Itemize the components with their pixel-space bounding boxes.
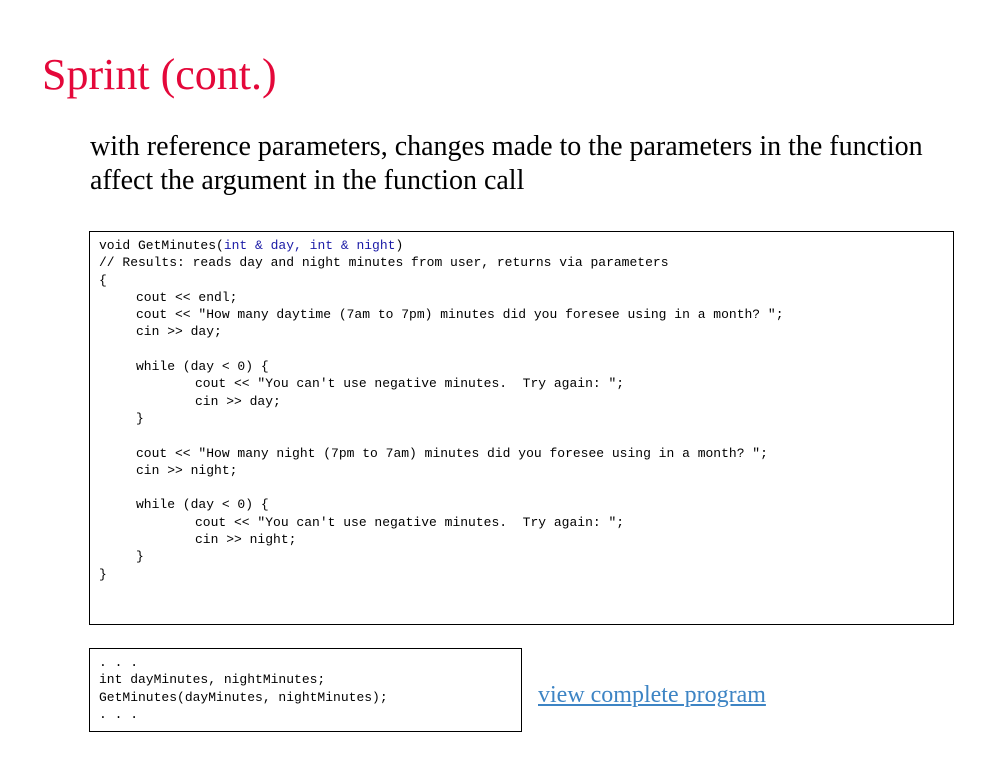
slide-title: Sprint (cont.) <box>42 50 277 99</box>
code-line-cin-night: cin >> night; <box>136 462 238 478</box>
code-line-signature <box>99 237 953 254</box>
slide-body-text: with reference parameters, changes made to the parameters in the function affect the argument in the function call <box>90 131 923 196</box>
function-call-code-block <box>89 648 522 732</box>
code-line-cout-endl: cout << endl; <box>136 289 238 305</box>
code-signature-suffix: ) <box>395 238 404 253</box>
code-line-blank <box>99 427 953 444</box>
code-line-cin-night-retry: cin >> night; <box>195 532 297 548</box>
code-line-close-while: } <box>136 410 144 426</box>
code-signature-params: int & day, int & night <box>223 238 396 253</box>
code-line-while-day: while (day < 0) { <box>136 359 269 375</box>
code-line-blank <box>99 479 953 496</box>
code-line-open-brace: { <box>99 272 107 288</box>
code-line-while-day: while (day < 0) { <box>136 497 269 513</box>
code-signature-prefix: void GetMinutes( <box>99 238 224 253</box>
code-line-blank <box>99 341 953 358</box>
code-line-close-brace: } <box>99 566 107 582</box>
code-line-cin-day-retry: cin >> day; <box>195 393 281 409</box>
function-code-block <box>89 231 954 625</box>
code-line-comment: // Results: reads day and night minutes from user, returns via parameters <box>99 255 669 271</box>
code-line-close-while: } <box>136 549 144 565</box>
code-line-function-call: GetMinutes(dayMinutes, nightMinutes); <box>99 689 388 705</box>
code-line-ellipsis: . . . <box>99 706 139 722</box>
code-line-declaration: int dayMinutes, nightMinutes; <box>99 672 326 688</box>
view-complete-program-link[interactable]: view complete program <box>538 682 766 708</box>
code-line-ellipsis: . . . <box>99 655 139 670</box>
code-line-cout-negative-warning: cout << "You can't use negative minutes. Try again: "; <box>195 514 625 530</box>
code-line-cout-negative-warning: cout << "You can't use negative minutes. Try again: "; <box>195 376 625 392</box>
code-line-cout-night-prompt: cout << "How many night (7pm to 7am) minutes did you foresee using in a month? "; <box>136 445 768 461</box>
code-line-cout-daytime-prompt: cout << "How many daytime (7am to 7pm) minutes did you foresee using in a month? "; <box>136 307 784 323</box>
code-line-cin-day: cin >> day; <box>136 324 222 340</box>
